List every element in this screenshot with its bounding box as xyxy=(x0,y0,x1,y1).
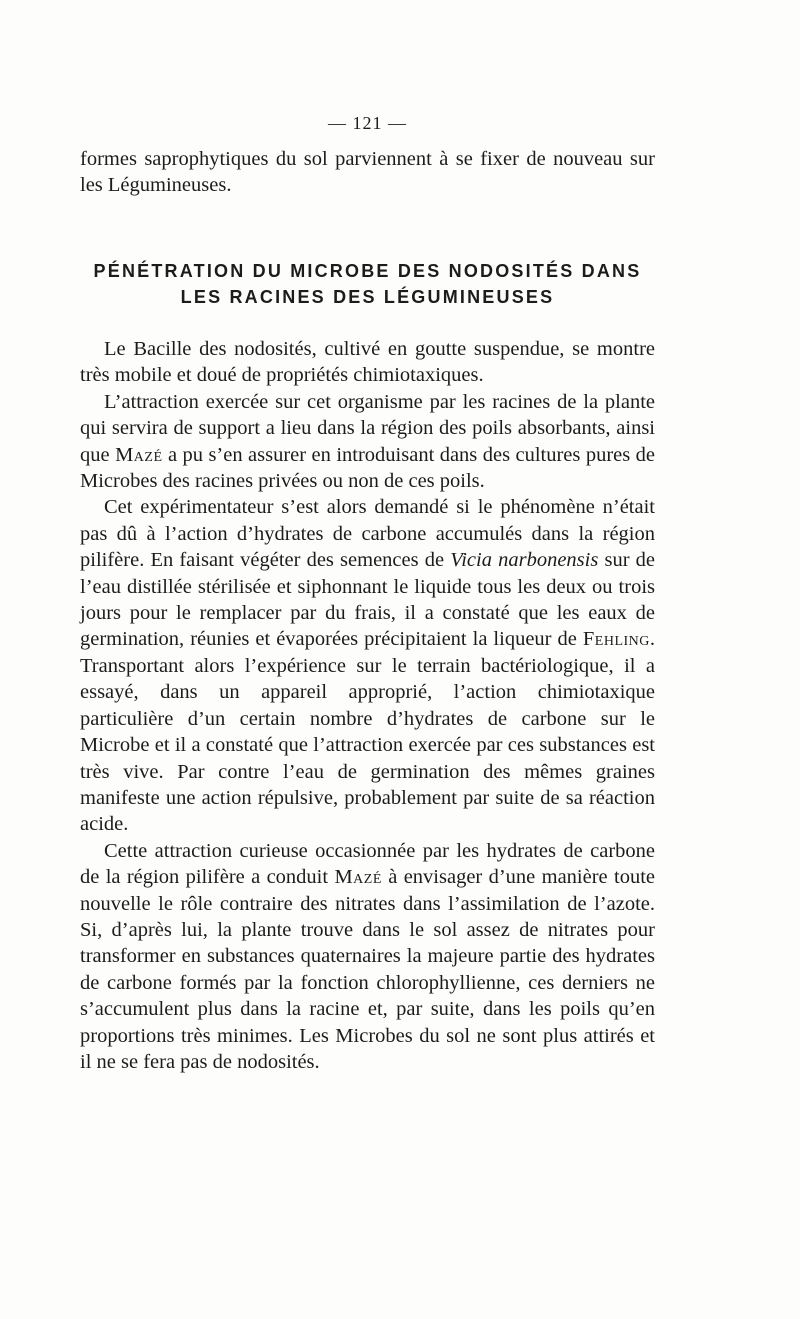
paragraph-2-text-b: a pu s’en assurer en introduisant dans des cultures pures de Microbes des racines privées ou non de ces poils. xyxy=(80,443,656,493)
continuation-paragraph: formes saprophytiques du sol parviennent à se fixer de nouveau sur les Légumineuses. xyxy=(80,148,655,197)
paragraph-2 xyxy=(80,389,655,495)
section-heading xyxy=(80,258,655,310)
paragraph-3-text-c: . Transportant alors l’expérience sur le terrain bactériologique, il a essayé, dans un appareil approprié, l’action chimiotaxique particulière d’un certain nombre d’hydrates de carbone sur le Microbe et il a constaté que l’attraction exercée par ces substances est très vive. Par contre l’eau de germination des mêmes graines manifeste une action répulsive, probablement par suite de sa réaction acide. xyxy=(80,628,655,836)
paragraph-2-text-a: L’attraction exercée sur cet organisme par les racines de la plante qui servira de support a lieu dans la région des poils absorbants, ainsi que xyxy=(80,390,655,466)
author-name-fehling: Fehling xyxy=(582,628,650,651)
paragraph-3 xyxy=(80,494,655,837)
species-name: Vicia narbonensis xyxy=(450,549,599,572)
book-page xyxy=(80,0,655,1319)
author-name-maze: Mazé xyxy=(115,443,163,466)
heading-line-1: PÉNÉTRATION DU MICROBE DES NODOSITÉS DANS xyxy=(93,261,642,281)
page-number: — 121 — xyxy=(328,113,407,133)
paragraph-4-text-b: à envisager d’une manière toute nouvelle le rôle contraire des nitrates dans l’assimilation de l’azote. Si, d’après lui, la plante trouve dans le sol assez de nitrates pour transformer en substances quaternaires la majeure partie des hydrates de carbone formés par la fonction chlorophyllienne, ces derniers ne s’accumulent plus dans la racine et, par suite, dans les poils qu’en proportions très minimes. Les Microbes du sol ne sont plus attirés et il ne se fera pas de nodosités. xyxy=(80,866,656,1073)
paragraph-3-text-b: sur de l’eau distillée stérilisée et siphonnant le liquide tous les deux ou trois jours pour le remplacer par du frais, il a constaté que les eaux de germination, réunies et évaporées précipitaient la liqueur de xyxy=(80,549,656,651)
paragraph-3-text-a: Cet expérimentateur s’est alors demandé si le phénomène n’était pas dû à l’action d’hydrates de carbone accumulés dans la région pilifère. En faisant végéter des semences de xyxy=(80,496,655,572)
paragraph-4-text-a: Cette attraction curieuse occasionnée par les hydrates de carbone de la région pilifère a conduit xyxy=(80,839,655,889)
paragraph-1: Le Bacille des nodosités, cultivé en goutte suspendue, se montre très mobile et doué de propriétés chimiotaxiques. xyxy=(80,338,655,387)
section-body xyxy=(80,336,655,1075)
heading-line-2: LES RACINES DES LÉGUMINEUSES xyxy=(180,287,555,307)
author-name-maze-2: Mazé xyxy=(334,866,382,889)
paragraph-4 xyxy=(80,838,655,1076)
